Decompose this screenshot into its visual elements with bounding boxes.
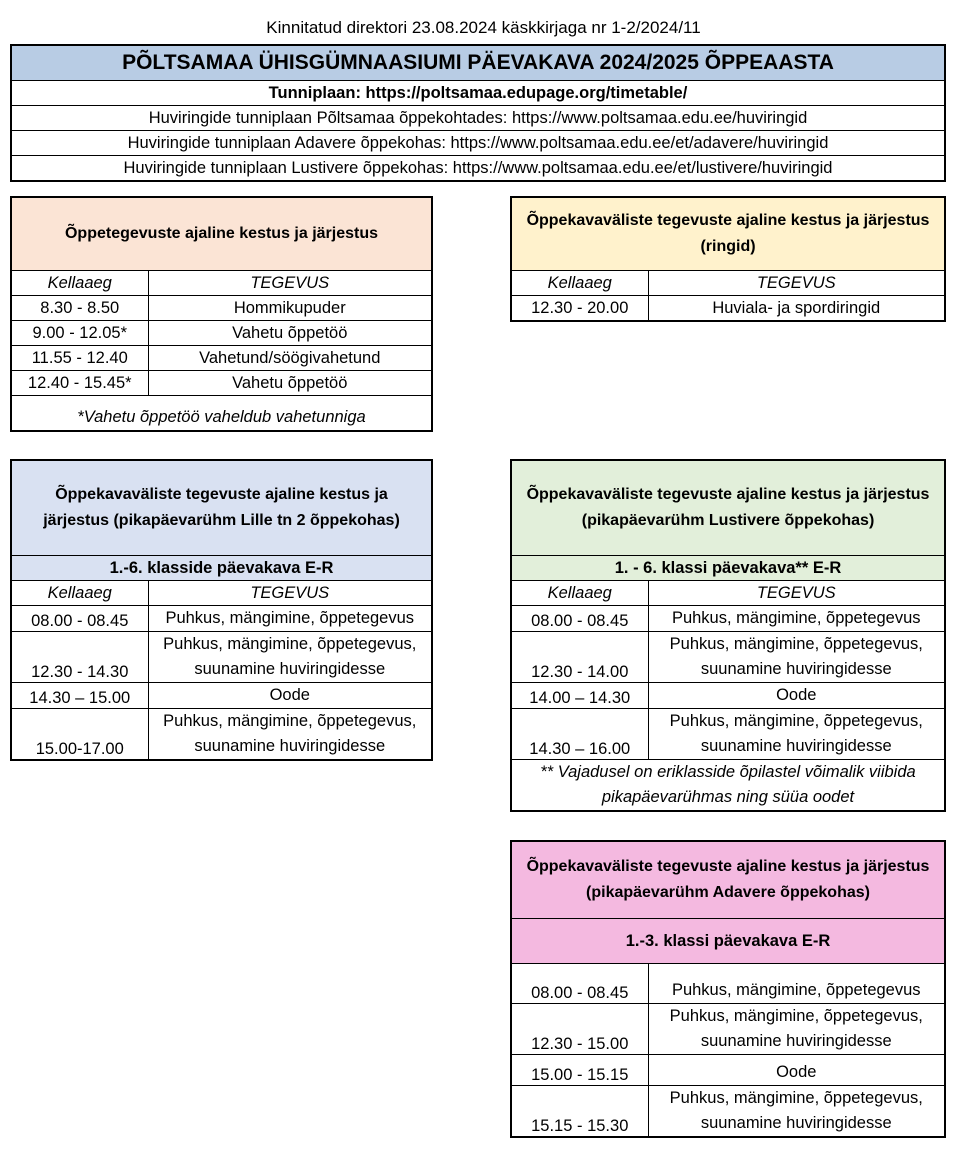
- title-line: Õppekavaväliste tegevuste ajaline kestus ja järjestus: [526, 486, 930, 503]
- time-cell: 08.00 - 08.45: [511, 606, 648, 632]
- activity-line: suunamine huviringidesse: [194, 660, 386, 678]
- col-activity-header: TEGEVUS: [148, 581, 432, 606]
- activity-cell: Hommikupuder: [148, 296, 432, 321]
- activity-cell: Oode: [648, 1055, 945, 1086]
- activity-cell: Vahetu õppetöö: [148, 321, 432, 346]
- table-row: [11, 606, 432, 632]
- time-cell: 12.30 - 14.30: [11, 632, 148, 683]
- table-row: [511, 709, 945, 760]
- activity-cell: [648, 1004, 945, 1055]
- time-cell: 12.40 - 15.45*: [11, 371, 148, 396]
- table-row: [511, 632, 945, 683]
- activity-line: Puhkus, mängimine, õppetegevus,: [669, 1089, 923, 1107]
- time-cell: 12.30 - 20.00: [511, 296, 648, 322]
- col-activity-header: TEGEVUS: [148, 271, 432, 296]
- time-cell: 9.00 - 12.05*: [11, 321, 148, 346]
- time-cell: 08.00 - 08.45: [511, 978, 648, 1004]
- adavere-schedule-table: [510, 840, 946, 1138]
- activity-cell: Puhkus, mängimine, õppetegevus: [148, 606, 432, 632]
- clubs-schedule-table: [510, 196, 946, 322]
- lustivere-schedule-title: [511, 460, 945, 556]
- table-row: [11, 321, 432, 346]
- activity-line: suunamine huviringidesse: [700, 737, 892, 755]
- spacer-cell: [648, 964, 945, 979]
- col-time-header: Kellaaeg: [511, 581, 648, 606]
- time-cell: 14.30 – 16.00: [511, 709, 648, 760]
- time-cell: 14.00 – 14.30: [511, 683, 648, 709]
- table-row: [11, 709, 432, 761]
- table-row: [511, 683, 945, 709]
- activity-cell: [648, 709, 945, 760]
- table-row: [511, 1086, 945, 1138]
- activity-cell: [148, 709, 432, 761]
- activity-line: Puhkus, mängimine, õppetegevus,: [163, 712, 417, 730]
- lustivere-schedule-table: [510, 459, 946, 812]
- spacer-cell: [511, 964, 648, 979]
- title-line: Õppekavaväliste tegevuste ajaline kestus ja: [55, 486, 388, 503]
- activity-line: suunamine huviringidesse: [700, 660, 892, 678]
- main-schedule-table: [10, 196, 433, 432]
- table-row: [511, 978, 945, 1004]
- time-cell: 08.00 - 08.45: [11, 606, 148, 632]
- note-line: ** Vajadusel on eriklasside õpilastel võimalik viibida: [540, 763, 916, 781]
- table-row: [511, 606, 945, 632]
- title-line: (pikapäevarühm Lustivere õppekohas): [581, 512, 875, 529]
- note-line: pikapäevarühmas ning süüa oodet: [601, 788, 855, 806]
- time-cell: 14.30 – 15.00: [11, 683, 148, 709]
- main-schedule-note: *Vahetu õppetöö vaheldub vahetunniga: [11, 396, 432, 432]
- lustivere-schedule-subtitle: 1. - 6. klassi päevakava** E-R: [511, 556, 945, 581]
- time-cell: 12.30 - 14.00: [511, 632, 648, 683]
- col-activity-header: TEGEVUS: [648, 271, 945, 296]
- table-row: [511, 1055, 945, 1086]
- header-table: [10, 44, 946, 182]
- approval-line: Kinnitatud direktori 23.08.2024 käskkirjaga nr 1-2/2024/11: [266, 18, 701, 37]
- school-title: PÕLTSAMAA ÜHISGÜMNAASIUMI PÄEVAKAVA 2024/2025 ÕPPEAASTA: [11, 45, 945, 81]
- activity-line: suunamine huviringidesse: [194, 737, 386, 755]
- activity-cell: Oode: [648, 683, 945, 709]
- col-time-header: Kellaaeg: [11, 271, 148, 296]
- activity-line: Puhkus, mängimine, õppetegevus,: [669, 1007, 923, 1025]
- activity-cell: [148, 632, 432, 683]
- time-cell: 12.30 - 15.00: [511, 1004, 648, 1055]
- clubs-schedule-title: [511, 197, 945, 271]
- col-activity-header: TEGEVUS: [648, 581, 945, 606]
- time-cell: 11.55 - 12.40: [11, 346, 148, 371]
- table-row: [11, 632, 432, 683]
- title-line: järjestus (pikapäevarühm Lille tn 2 õppekohas): [43, 512, 400, 529]
- table-row: [11, 346, 432, 371]
- title-line: (pikapäevarühm Adavere õppekohas): [586, 884, 870, 901]
- activity-cell: Oode: [148, 683, 432, 709]
- time-cell: 15.15 - 15.30: [511, 1086, 648, 1138]
- table-row: [11, 296, 432, 321]
- lille-schedule-table: [10, 459, 433, 761]
- lille-schedule-subtitle: 1.-6. klasside päevakava E-R: [11, 556, 432, 581]
- activity-line: suunamine huviringidesse: [700, 1114, 892, 1132]
- time-cell: 15.00-17.00: [11, 709, 148, 761]
- col-time-header: Kellaaeg: [511, 271, 648, 296]
- activity-line: suunamine huviringidesse: [700, 1032, 892, 1050]
- clubs-adavere-link[interactable]: Huviringide tunniplaan Adavere õppekohas: https://www.poltsamaa.edu.ee/et/adavere/huviringid: [11, 131, 945, 156]
- activity-cell: Huviala- ja spordiringid: [648, 296, 945, 322]
- table-row: [511, 1004, 945, 1055]
- activity-line: Puhkus, mängimine, õppetegevus,: [669, 712, 923, 730]
- adavere-schedule-subtitle: 1.-3. klassi päevakava E-R: [511, 919, 945, 964]
- lustivere-schedule-note: [511, 760, 945, 812]
- col-time-header: Kellaaeg: [11, 581, 148, 606]
- title-line: (ringid): [700, 238, 756, 255]
- adavere-schedule-title: [511, 841, 945, 919]
- title-line: Õppekavaväliste tegevuste ajaline kestus ja järjestus: [526, 212, 930, 229]
- lille-schedule-title: [11, 460, 432, 556]
- table-row: [11, 371, 432, 396]
- table-row: [511, 296, 945, 322]
- activity-line: Puhkus, mängimine, õppetegevus,: [163, 635, 417, 653]
- activity-cell: Vahetu õppetöö: [148, 371, 432, 396]
- activity-cell: [648, 632, 945, 683]
- table-row: [11, 683, 432, 709]
- activity-line: Puhkus, mängimine, õppetegevus,: [669, 635, 923, 653]
- clubs-poltsamaa-link[interactable]: Huviringide tunniplaan Põltsamaa õppekohtades: https://www.poltsamaa.edu.ee/huviringid: [11, 106, 945, 131]
- main-schedule-title: Õppetegevuste ajaline kestus ja järjestus: [11, 197, 432, 271]
- title-line: Õppekavaväliste tegevuste ajaline kestus ja järjestus: [526, 858, 930, 875]
- activity-cell: [648, 1086, 945, 1138]
- activity-cell: Puhkus, mängimine, õppetegevus: [648, 606, 945, 632]
- timetable-link[interactable]: Tunniplaan: https://poltsamaa.edupage.org/timetable/: [11, 81, 945, 106]
- time-cell: 8.30 - 8.50: [11, 296, 148, 321]
- time-cell: 15.00 - 15.15: [511, 1055, 648, 1086]
- activity-cell: Puhkus, mängimine, õppetegevus: [648, 978, 945, 1004]
- clubs-lustivere-link[interactable]: Huviringide tunniplaan Lustivere õppekohas: https://www.poltsamaa.edu.ee/et/lustivere/huviringid: [11, 156, 945, 182]
- activity-cell: Vahetund/söögivahetund: [148, 346, 432, 371]
